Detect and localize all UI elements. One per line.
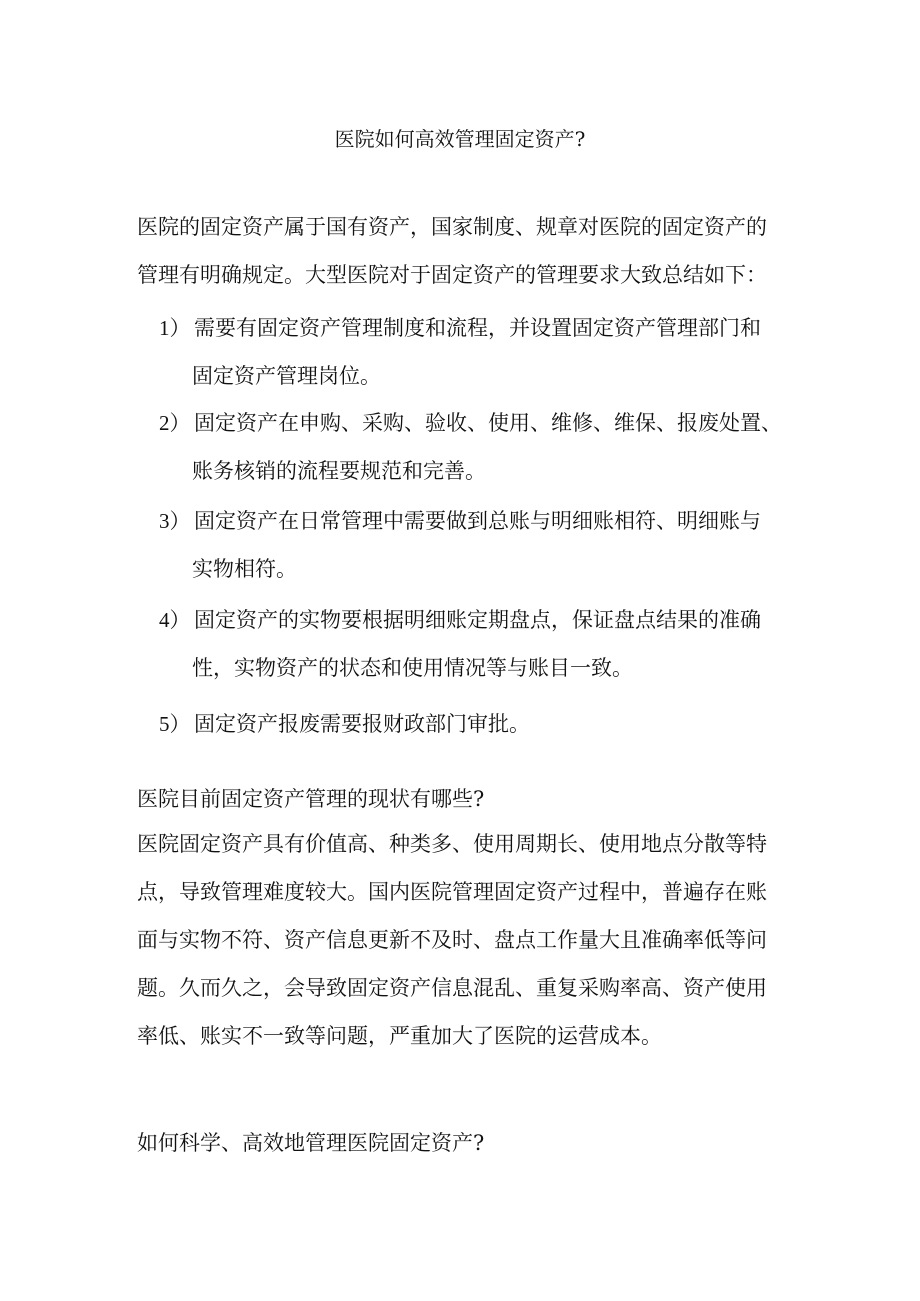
- section-heading: 如何科学、高效地管理医院固定资产?: [137, 1131, 485, 1155]
- list-item-text-continued: 固定资产管理岗位。: [192, 364, 381, 388]
- list-item: [137, 700, 817, 748]
- list-item-number: 5）: [159, 712, 191, 736]
- list-item: [137, 399, 817, 495]
- list-item-text-continued: 实物相符。: [192, 557, 297, 581]
- list-item-number: 2）: [159, 411, 191, 435]
- list-item-text: 固定资产在日常管理中需要做到总账与明细账相符、明细账与: [194, 509, 761, 533]
- list-item-text-continued: 性，实物资产的状态和使用情况等与账目一致。: [192, 656, 633, 680]
- section-heading: 医院目前固定资产管理的现状有哪些?: [137, 787, 485, 811]
- section-paragraph: [137, 820, 797, 1060]
- list-item-text-continued: 账务核销的流程要规范和完善。: [192, 459, 486, 483]
- list-item: [137, 304, 817, 400]
- paragraph-line: 率低、账实不一致等问题，严重加大了医院的运营成本。: [137, 1024, 662, 1048]
- intro-line: 管理有明确规定。大型医院对于固定资产的管理要求大致总结如下：: [137, 263, 767, 287]
- list-item: [137, 596, 817, 692]
- paragraph-line: 题。久而久之，会导致固定资产信息混乱、重复采购率高、资产使用: [137, 976, 767, 1000]
- list-item-number: 3）: [159, 509, 191, 533]
- list-item-number: 4）: [159, 608, 191, 632]
- list-item-text: 需要有固定资产管理制度和流程，并设置固定资产管理部门和: [194, 316, 761, 340]
- list-item-text: 固定资产报废需要报财政部门审批。: [194, 712, 530, 736]
- document-title: 医院如何高效管理固定资产?: [334, 127, 586, 151]
- list-item-text: 固定资产在申购、采购、验收、使用、维修、维保、报废处置、: [194, 411, 782, 435]
- paragraph-line: 点，导致管理难度较大。国内医院管理固定资产过程中，普遍存在账: [137, 880, 767, 904]
- intro-paragraph: [137, 203, 797, 299]
- list-item-number: 1）: [159, 316, 191, 340]
- list-item: [137, 497, 817, 593]
- paragraph-line: 面与实物不符、资产信息更新不及时、盘点工作量大且准确率低等问: [137, 928, 767, 952]
- list-item-text: 固定资产的实物要根据明细账定期盘点，保证盘点结果的准确: [194, 608, 761, 632]
- intro-line: 医院的固定资产属于国有资产，国家制度、规章对医院的固定资产的: [137, 215, 767, 239]
- paragraph-line: 医院固定资产具有价值高、种类多、使用周期长、使用地点分散等特: [137, 832, 767, 856]
